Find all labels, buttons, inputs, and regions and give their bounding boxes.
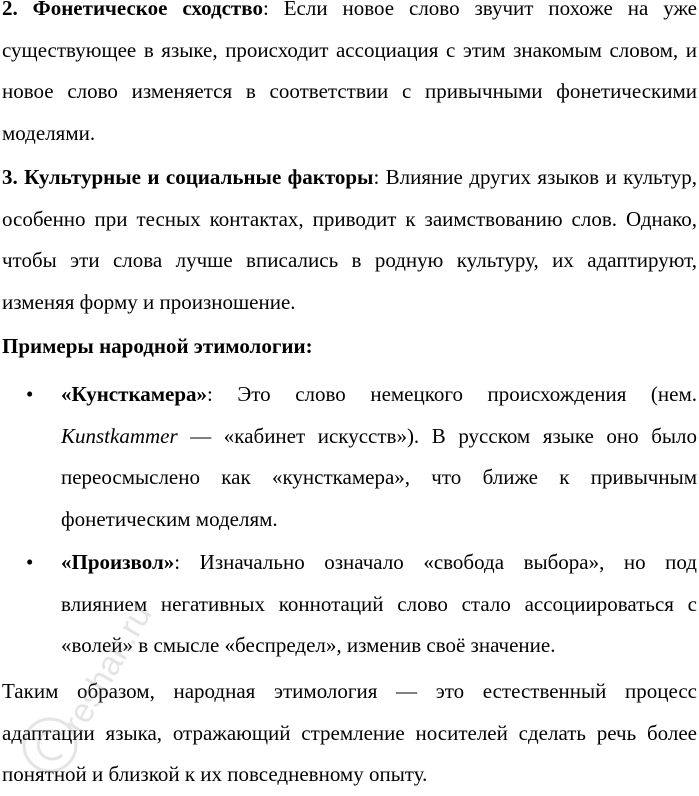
paragraph-conclusion: Таким образом, народная этимология — это естественный процесс адаптации языка, отражающий стремление носителей сделать речь более понятной и близкой к их повседневному опыту. [2, 679, 697, 786]
watermark-text: reshak.ru [55, 597, 160, 740]
paragraph-phonetic-similarity [2, 0, 697, 154]
paragraph-term: Культурные и социальные факторы [24, 165, 374, 189]
example-text-before: : Это слово немецкого происхождения (нем. [207, 382, 697, 406]
paragraph-text: : Если новое слово звучит похоже на уже существующее в языке, происходит ассоциация с этим знакомым словом, и новое слово изменяется в соответствии с привычными фонетическими моделями. [2, 0, 697, 145]
example-foreign-word: Kunstkammer [61, 423, 178, 448]
paragraph-term: Фонетическое сходство [32, 0, 263, 20]
example-text-after: — «кабинет искусств»). В русском языке оно было переосмыслено как «кунсткамера», что ближе к привычным фонетическим моделям. [61, 423, 697, 531]
section-heading: Примеры народной этимологии: [2, 334, 313, 358]
paragraph-text: : Влияние других языков и культур, особенно при тесных контактах, приводит к заимствованию слов. Однако, чтобы эти слова лучше вписались в родную культуру, их адаптируют, изменяя форму и произношение. [2, 165, 697, 314]
paragraph-number: 2. [2, 0, 18, 20]
example-text: : Изначально означало «свобода выбора», но под влиянием негативных коннотаций слово стало ассоциироваться с «волей» в смысле «беспредел», изменив своё значение. [61, 550, 697, 657]
list-item-text [61, 542, 697, 667]
paragraph-number: 3. [2, 165, 18, 189]
list-item-text [61, 374, 697, 540]
paragraph-cultural-factors [2, 157, 697, 323]
example-term: «Произвол» [61, 550, 175, 574]
example-term: «Кунсткамера» [61, 382, 208, 406]
bullet: • [26, 382, 34, 406]
bullet: • [26, 550, 34, 574]
